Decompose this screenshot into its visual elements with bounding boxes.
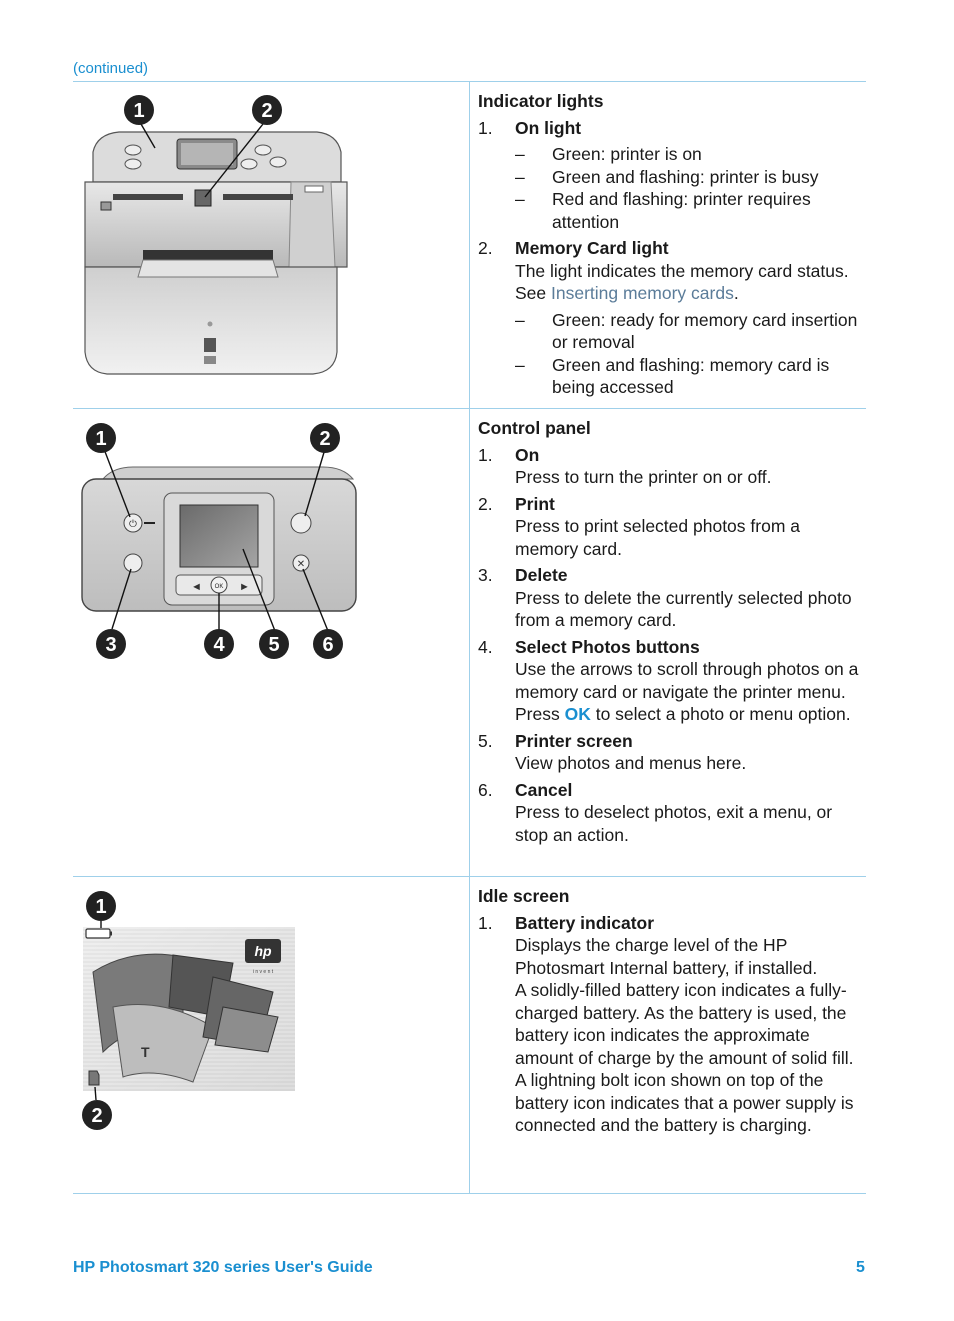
indicator-lights-heading: Indicator lights [478,91,604,111]
item-description: The light indicates the memory card status. See Inserting memory cards. [515,260,849,303]
printer-front-illustration [73,82,469,409]
list-item-memory-card-light [478,237,863,305]
item-number: 2. [478,238,493,258]
svg-text:◄: ◄ [191,581,202,593]
list-item-cancel: 6. Cancel Press to deselect photos, exit a menu, or stop an action. [478,779,833,845]
item-title: On light [515,117,582,138]
callout-1 [86,891,116,921]
svg-text:✕: ✕ [296,559,306,570]
list-item-battery-indicator: 1. Battery indicator Displays the charge level of the HP Photosmart Internal battery, if installed. A solidly-filled battery icon indicates a fully-charged battery. As the battery is used, the battery icon indicates the approximate amount of charge by the amount of solid fill. A lightning bolt icon shown on top of the battery icon indicates that a power supply is connected and the battery is charging. [478,912,854,1135]
callout-3 [96,629,126,659]
item-title: Memory Card light [515,238,669,258]
list-item-print: 2. Print Press to print selected photos from a memory card. [478,493,800,559]
memory-card-icon [89,1071,99,1085]
callout-2 [310,423,340,453]
indicator-lights-text [478,90,863,403]
svg-text:5: 5 [268,634,280,656]
callout-1 [86,423,116,453]
footer-page-number: 5 [856,1259,865,1276]
battery-icon [86,929,110,938]
svg-text:4: 4 [213,634,225,656]
list-item-select-photos: 4. Select Photos buttons Use the arrows to scroll through photos on a memory card or navigate the printer menu. Press OK to select a photo or menu option. [478,636,859,724]
bullet-item: – Green and flashing: memory card is being accessed [515,354,830,397]
bullet-item: – Green: ready for memory card insertion or removal [515,309,858,352]
memory-card-bullets [515,309,863,399]
bullet-item: – Red and flashing: printer requires attention [515,189,811,232]
ok-keyword: OK [564,704,591,724]
svg-text:⏻: ⏻ [129,519,137,530]
bullet-item: – Green: printer is on [515,144,702,164]
callout-2-label: 2 [261,100,273,122]
idle-screen-figure-cell [73,877,470,1193]
hp-logo-text: hp [254,943,272,959]
continued-label: (continued) [73,60,149,77]
svg-text:1: 1 [95,896,107,918]
item-number: 1. [478,117,493,138]
control-panel-figure-cell [73,409,470,877]
control-panel-row [73,408,866,877]
callout-2 [252,95,282,125]
hp-invent-text: i n v e n t [252,969,274,975]
callout-5 [259,629,289,659]
control-panel-heading: Control panel [478,418,591,438]
indicator-lights-figure-cell [73,82,470,409]
on-light-bullets [515,143,863,233]
idle-screen-row [73,876,866,1194]
control-panel-illustration [73,409,469,669]
callout-2 [82,1100,112,1130]
svg-text:3: 3 [105,634,117,656]
svg-text:1: 1 [95,428,107,450]
list-item-on: 1. On Press to turn the printer on or off. [478,444,772,487]
callout-4 [204,629,234,659]
svg-text:2: 2 [91,1105,103,1127]
list-item-printer-screen: 5. Printer screen View photos and menus here. [478,730,747,773]
svg-text:6: 6 [322,634,334,656]
callout-1 [124,95,154,125]
idle-screen-heading: Idle screen [478,886,570,906]
svg-text:2: 2 [319,428,331,450]
footer-guide-title: HP Photosmart 320 series User's Guide [73,1259,373,1276]
idle-screen-illustration [73,877,469,1193]
idle-screen-text [478,885,863,1137]
list-item-delete: 3. Delete Press to delete the currently selected photo from a memory card. [478,565,852,630]
ok-button-label: OK [214,584,224,590]
bullet-item: – Green and flashing: printer is busy [515,166,819,187]
callout-6 [313,629,343,659]
callout-1-label: 1 [133,100,145,122]
indicator-lights-row [73,81,866,409]
svg-text:►: ► [239,581,250,593]
inserting-memory-cards-link[interactable]: Inserting memory cards [551,283,734,303]
list-item-on-light [478,117,863,140]
svg-text:T: T [141,1044,150,1060]
control-panel-text [478,417,863,846]
